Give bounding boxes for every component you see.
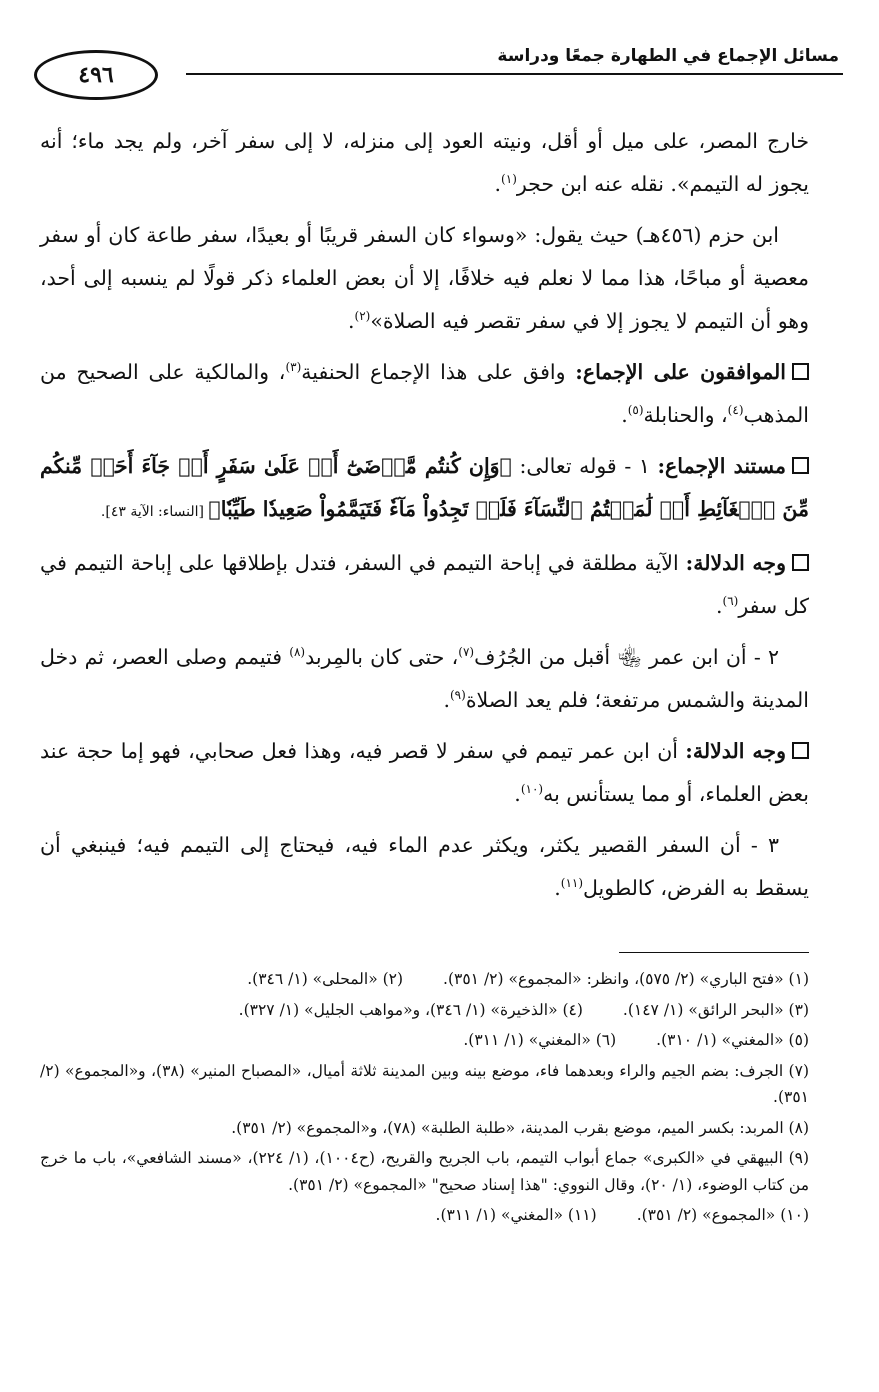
section-heading: الموافقون على الإجماع: xyxy=(575,360,786,384)
footnote-row xyxy=(40,997,809,1024)
paragraph-1: خارج المصر، على ميل أو أقل، ونيته العود إلى منزله، لا إلى سفر آخر، ولم يجد ماء؛ أنه يجوز له التيمم». نقله عنه ابن حجر$^{(١)}$. xyxy=(40,129,809,196)
square-bullet-icon xyxy=(792,457,809,474)
footnote-ref: (٢) xyxy=(354,309,371,324)
footnote-separator xyxy=(619,952,809,953)
square-bullet-icon xyxy=(792,742,809,759)
footnotes xyxy=(40,966,809,1233)
paragraph-7: وجه الدلالة: أن ابن عمر تيمم في سفر لا قصر فيه، وهذا فعل صحابي، فهو إما حجة عند بعض العلماء، أو مما يستأنس به$^{(١٠)}$. xyxy=(40,739,809,806)
page-number: ٤٩٦ xyxy=(34,50,158,100)
footnote-ref: (١٠) xyxy=(520,782,544,797)
footnote-ref: (٦) xyxy=(722,594,739,609)
footnote-1: (١) «فتح الباري» (٢/ ٥٧٥)، وانظر: «المجموع» (٢/ ٣٥١). xyxy=(443,970,809,988)
verse-reference: [النساء: الآية ٤٣]. xyxy=(100,504,209,520)
footnote-6: (٦) «المغني» (١/ ٣١١). xyxy=(463,1031,617,1049)
header-rule xyxy=(186,73,843,75)
footnote-10: (١٠) «المجموع» (٢/ ٣٥١). xyxy=(636,1206,809,1224)
footnote-9: (٩) البيهقي في «الكبرى» جماع أبواب التيمم، باب الجريح والقريح، (ح١٠٠٤)، (١/ ٢٢٤)، «مسند الشافعي»، باب ما خرج من كتاب الوضوء، (١/ ٢٠)، وقال النووي: "هذا إسناد صحيح" «المجموع» (٢/ ٣٥١). xyxy=(40,1149,810,1194)
footnote-ref: (٣) xyxy=(285,360,302,375)
footnote-4: (٤) «الذخيرة» (١/ ٣٤٦)، و«مواهب الجليل» (١/ ٣٢٧). xyxy=(238,1000,583,1019)
paragraph-8: ٣ - أن السفر القصير يكثر، ويكثر عدم الماء فيه، فيحتاج إلى التيمم فيه؛ فينبغي أن يسقط به الفرض، كالطويل$^{(١١)}$. xyxy=(40,833,809,900)
footnote-2: (٢) «المحلى» (١/ ٣٤٦). xyxy=(247,970,404,988)
paragraph-6: ٢ - أن ابن عمر ﵄ أقبل من الجُرُف$^{(٧)}$، حتى كان بالمِربد$^{(٨)}$ فتيمم وصلى العصر، ثم دخل المدينة والشمس مرتفعة؛ فلم يعد الصلاة$^{(٩)}$. xyxy=(40,645,809,712)
square-bullet-icon xyxy=(792,363,809,380)
section-heading: مستند الإجماع: xyxy=(657,454,786,478)
footnote-8: (٨) المربد: بكسر الميم، موضع بقرب المدينة، «طلبة الطلبة» (٧٨)، و«المجموع» (٢/ ٣٥١). xyxy=(231,1118,809,1137)
footnote-ref: (٩) xyxy=(449,688,466,703)
footnote-row xyxy=(40,966,809,993)
main-text xyxy=(40,120,809,918)
footnote-row xyxy=(40,1027,809,1054)
footnote-ref: (٨) xyxy=(289,645,306,660)
footnote-3: (٣) «البحر الرائق» (١/ ١٤٧). xyxy=(622,1000,809,1019)
footnote-ref: (٥) xyxy=(627,403,644,418)
quran-verse: ﴿وَإِن كُنتُم مَّرۡضَىٰٓ أَوۡ عَلَىٰ سَفَرٍ أَوۡ جَآءَ أَحَدٞ مِّنكُم مِّنَ ٱلۡغَآئِطِ أَوۡ لَٰمَسۡتُمُ ٱلنِّسَآءَ فَلَمۡ تَجِدُواْ مَآءٗ فَتَيَمَّمُواْ صَعِيدٗا طَيِّبٗا﴾ xyxy=(40,454,809,521)
paragraph-5: وجه الدلالة: الآية مطلقة في إباحة التيمم في السفر، فتدل بإطلاقها على إباحة التيمم في كل سفر$^{(٦)}$. xyxy=(40,551,809,618)
square-bullet-icon xyxy=(792,554,809,571)
running-title: مسائل الإجماع في الطهارة جمعًا ودراسة xyxy=(497,46,839,66)
footnote-7: (٧) الجرف: بضم الجيم والراء وبعدهما فاء، موضع بينه وبين المدينة ثلاثة أميال، «المصباح المنير» (٣٨)، و«المجموع» (٢/ ٣٥١). xyxy=(40,1061,809,1106)
footnote-11: (١١) «المغني» (١/ ٣١١). xyxy=(435,1206,597,1224)
paragraph-4: مستند الإجماع: ١ - قوله تعالى: ﴿وَإِن كُنتُم مَّرۡضَىٰٓ أَوۡ عَلَىٰ سَفَرٍ أَوۡ جَآءَ أَحَدٞ مِّنكُم مِّنَ ٱلۡغَآئِطِ أَوۡ لَٰمَسۡتُمُ ٱلنِّسَآءَ فَلَمۡ تَجِدُواْ مَآءٗ فَتَيَمَّمُواْ صَعِيدٗا طَيِّبٗا﴾ [النساء: الآية ٤٣]. xyxy=(40,454,809,521)
footnote-ref: (١) xyxy=(501,172,517,187)
footnote-5: (٥) «المغني» (١/ ٣١٠). xyxy=(656,1031,809,1049)
section-heading: وجه الدلالة: xyxy=(685,739,786,763)
footnote-ref: (٤) xyxy=(727,403,744,418)
section-heading: وجه الدلالة: xyxy=(685,551,786,575)
footnote-ref: (٧) xyxy=(458,645,475,660)
footnote-ref: (١١) xyxy=(560,876,584,891)
paragraph-2: ابن حزم (٤٥٦هـ) حيث يقول: «وسواء كان السفر قريبًا أو بعيدًا، سفر طاعة كان أو سفر معصية أو مباحًا، هذا مما لا نعلم فيه خلافًا، إلا أن بعض العلماء ذكر قولًا لم ينسبه إلى أحد، وهو أن التيمم لا يجوز إلا في سفر تقصر فيه الصلاة»$^{(٢)}$. xyxy=(40,223,809,333)
footnote-row xyxy=(40,1202,809,1229)
paragraph-3: الموافقون على الإجماع: وافق على هذا الإجماع الحنفية$^{(٣)}$، والمالكية على الصحيح من المذهب$^{(٤)}$، والحنابلة$^{(٥)}$. xyxy=(40,360,809,427)
running-header xyxy=(36,40,843,100)
